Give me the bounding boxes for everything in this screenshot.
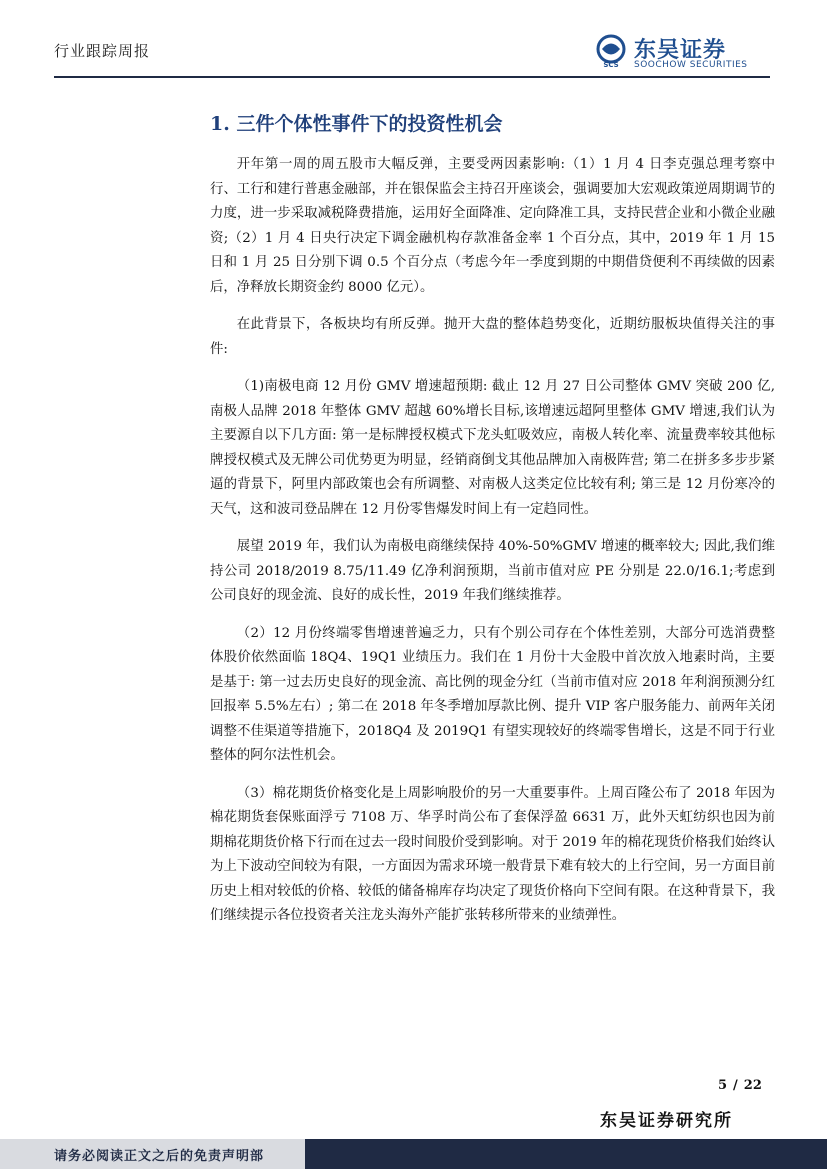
- paragraph: （2）12 月份终端零售增速普遍乏力，只有个别公司存在个体性差别，大部分可选消费整体股价依然面临 18Q4、19Q1 业绩压力。我们在 1 月份十大金股中首次放入地素时尚，主要是基于: 第一过去历史良好的现金流、高比例的现金分红（当前市值对应 2018 年利润预测分红回报率 5.5%左右）; 第二在 2018 年冬季增加厚款比例、提升 VIP 客户服务能力、前两年关闭调整不佳渠道等措施下，2018Q4 及 2019Q1 有望实现较好的终端零售增长，这是不同于行业整体的阿尔法性机会。: [210, 625, 775, 763]
- page-total: 22: [743, 1078, 762, 1093]
- report-type-label: 行业跟踪周报: [54, 42, 151, 60]
- soochow-logo-icon: [594, 34, 628, 68]
- company-logo: [594, 32, 764, 74]
- page-current: 5: [718, 1078, 728, 1093]
- paragraph: 开年第一周的周五股市大幅反弹，主要受两因素影响:（1）1 月 4 日李克强总理考察中行、工行和建行普惠金融部，并在银保监会主持召开座谈会，强调要加大宏观政策逆周期调节的力度，进一步采取减税降费措施，运用好全面降准、定向降准工具，支持民营企业和小微企业融资;（2）1 月 4 日央行决定下调金融机构存款准备金率 1 个百分点，其中，2019 年 1 月 15 日和 1 月 25 日分别下调 0.5 个百分点（考虑今年一季度到期的中期借贷便利不再续做的因素后，净释放长期资金约 8000 亿元）。: [210, 157, 775, 295]
- footer-org-name: 东吴证券研究所: [600, 1111, 733, 1131]
- header-divider: [54, 76, 770, 78]
- footer-bar: [0, 1139, 827, 1169]
- body-text: [210, 153, 775, 942]
- paragraph: 在此背景下，各板块均有所反弹。抛开大盘的整体趋势变化，近期纺服板块值得关注的事件:: [210, 317, 775, 357]
- footer-bar-navy: [305, 1139, 827, 1169]
- section-title: 1. 三件个体性事件下的投资性机会: [210, 113, 503, 135]
- logo-english-name: SOOCHOW SECURITIES: [634, 60, 748, 70]
- page-number: [718, 1078, 762, 1093]
- footer-disclaimer: 请务必阅读正文之后的免责声明部: [54, 1149, 265, 1164]
- logo-mark-text: SCS: [603, 61, 619, 68]
- paragraph: （1)南极电商 12 月份 GMV 增速超预期: 截止 12 月 27 日公司整体 GMV 突破 200 亿,南极人品牌 2018 年整体 GMV 超越 60%增长目标,该增速远超阿里整体 GMV 增速,我们认为主要源自以下几方面: 第一是标牌授权模式下龙头虹吸效应，南极人转化率、流量费率较其他标牌授权模式及无牌公司优势更为明显，经销商倒戈其他品牌加入南极阵营; 第二在拼多多步步紧逼的背景下，阿里内部政策也会有所调整、对南极人这类定位比较有利; 第三是 12 月份寒冷的天气，这和波司登品牌在 12 月份零售爆发时间上有一定趋同性。: [210, 379, 775, 517]
- page-separator: /: [733, 1078, 738, 1093]
- logo-chinese-name: 东吴证券: [634, 38, 727, 63]
- paragraph: 展望 2019 年，我们认为南极电商继续保持 40%-50%GMV 增速的概率较大; 因此,我们维持公司 2018/2019 8.75/11.49 亿净利润预期，当前市值对应 PE 分别是 22.0/16.1;考虑到公司良好的现金流、良好的成长性，2019 年我们继续推荐。: [210, 539, 775, 603]
- paragraph: （3）棉花期货价格变化是上周影响股价的另一大重要事件。上周百隆公布了 2018 年因为棉花期货套保账面浮亏 7108 万、华孚时尚公布了套保浮盈 6631 万，此外天虹纺织也因为前期棉花期货价格下行而在过去一段时间股价受到影响。对于 2019 年的棉花现货价格我们始终认为上下波动空间较为有限，一方面因为需求环境一般背景下难有较大的上行空间，另一方面目前历史上相对较低的价格、较低的储备棉库存均决定了现货价格向下空间有限。在这种背景下，我们继续提示各位投资者关注龙头海外产能扩张转移所带来的业绩弹性。: [210, 785, 775, 923]
